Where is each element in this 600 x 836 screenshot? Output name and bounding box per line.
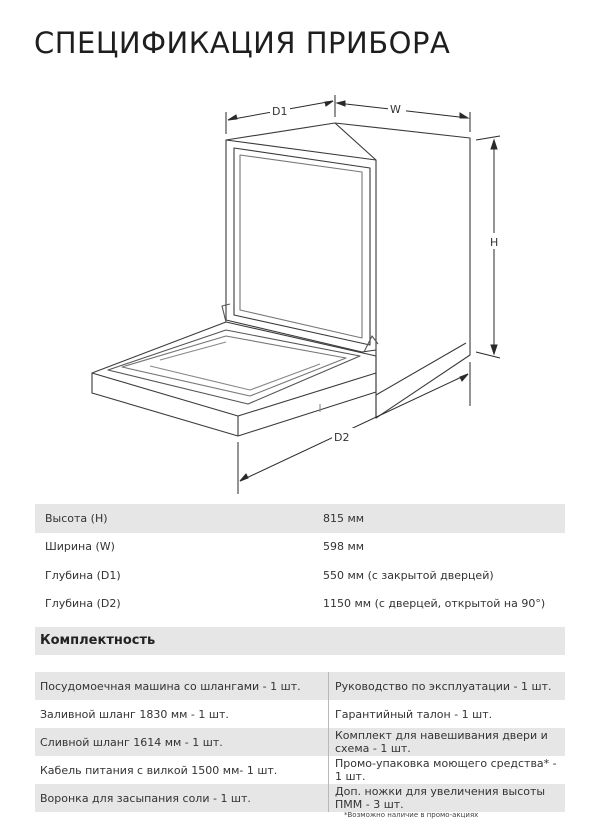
column-divider (328, 728, 329, 756)
kit-row (35, 700, 565, 728)
kit-item: Сливной шланг 1614 мм - 1 шт. (40, 735, 223, 749)
spec-label: Глубина (D2) (45, 597, 121, 611)
page-title: СПЕЦИФИКАЦИЯ ПРИБОРА (34, 26, 451, 60)
kit-row (35, 728, 565, 756)
spec-value: 550 мм (с закрытой дверцей) (323, 568, 494, 582)
column-divider (328, 700, 329, 728)
kit-heading: Комплектность (35, 627, 565, 655)
column-divider (328, 756, 329, 784)
label-h: H (490, 236, 499, 249)
spec-value: 598 мм (323, 540, 365, 554)
spec-table (35, 504, 565, 618)
spec-row (35, 561, 565, 590)
open-door (92, 322, 376, 436)
kit-item: Заливной шланг 1830 мм - 1 шт. (40, 707, 229, 721)
tub-opening (234, 148, 370, 345)
footnote: *Возможно наличие в промо-акциях (344, 811, 479, 819)
kit-item: Воронка для засыпания соли - 1 шт. (40, 791, 251, 805)
column-divider (328, 672, 329, 700)
kit-item: Посудомоечная машина со шлангами - 1 шт. (40, 679, 301, 693)
kit-item: Гарантийный талон - 1 шт. (335, 707, 493, 721)
kit-item: Комплект для навешивания двери и схема - 1 шт. (335, 729, 548, 755)
spec-row (35, 590, 565, 619)
kit-item: Кабель питания с вилкой 1500 мм- 1 шт. (40, 763, 278, 777)
kit-row (35, 672, 565, 700)
kit-row (35, 756, 565, 784)
column-divider (328, 784, 329, 812)
label-d2: D2 (334, 431, 350, 444)
label-w: W (390, 103, 401, 116)
spec-value: 1150 мм (с дверцей, открытой на 90°) (323, 597, 546, 611)
kit-item: Доп. ножки для увеличения высоты ПММ - 3 шт. (335, 785, 546, 811)
kit-row (35, 784, 565, 812)
spec-label: Высота (H) (35, 504, 313, 533)
label-d1: D1 (272, 105, 288, 118)
spec-row (35, 533, 565, 562)
cabinet-outline (226, 123, 470, 418)
spec-label: Ширина (W) (45, 540, 115, 554)
spec-value: 815 мм (313, 504, 565, 533)
spec-label: Глубина (D1) (45, 568, 121, 582)
kit-list (35, 672, 565, 812)
kit-item: Промо-упаковка моющего средства* - 1 шт. (335, 757, 557, 783)
kit-item: Руководство по эксплуатации - 1 шт. (335, 679, 552, 693)
spec-row (35, 504, 565, 533)
